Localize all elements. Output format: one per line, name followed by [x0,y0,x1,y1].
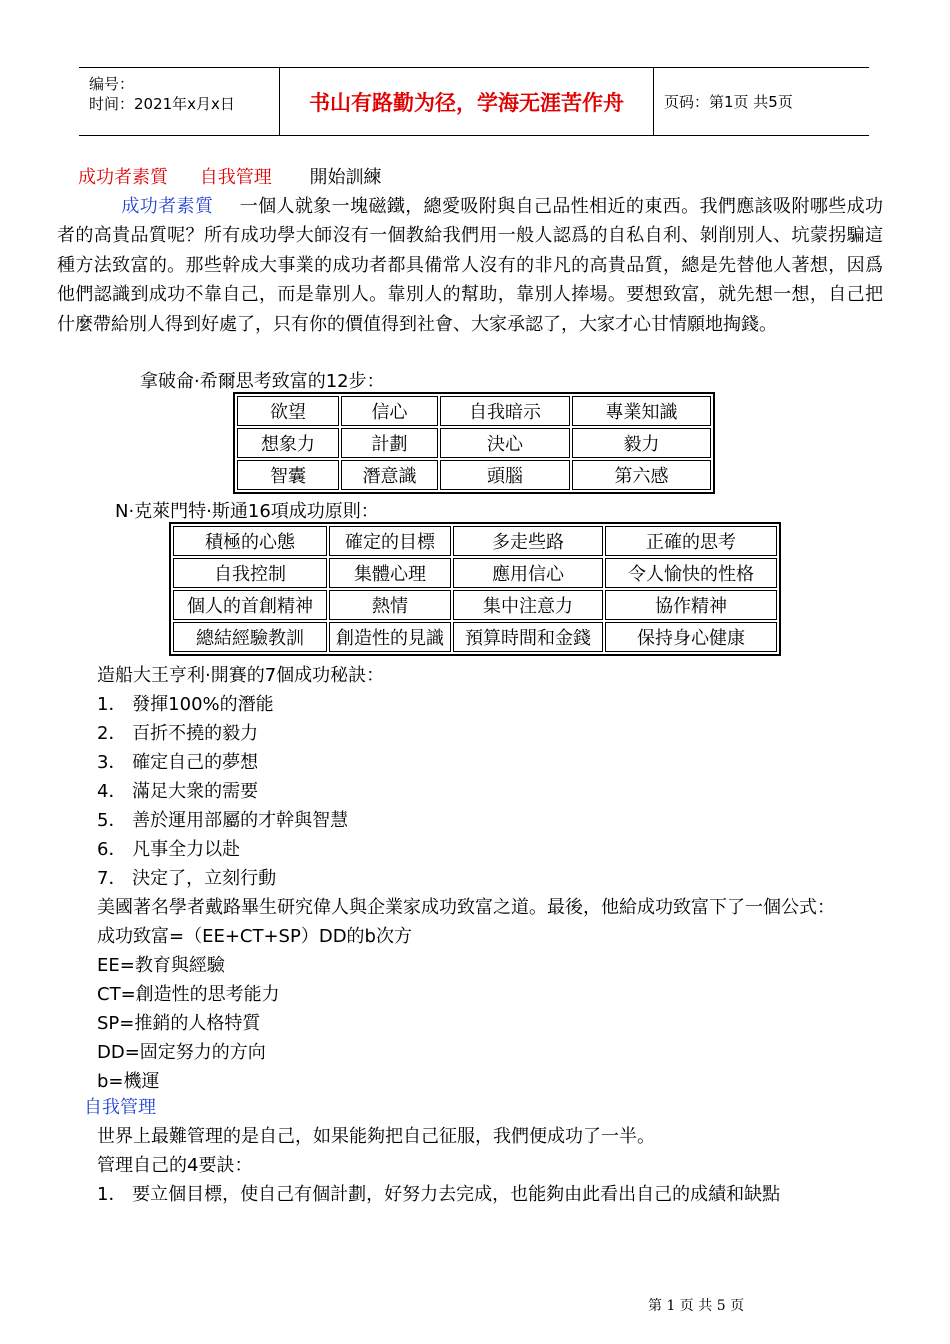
formula-def: DD=固定努力的方向 [97,1042,266,1063]
formula-intro: 美國著名學者戴路畢生研究偉人與企業家成功致富之道。最後，他給成功致富下了一個公式： [97,897,835,918]
list-item: 3． 確定自己的夢想 [97,752,259,773]
list-item: 2． 百折不撓的毅力 [97,723,259,744]
table-row [173,526,777,556]
title-part-1: 成功者素質 [78,167,168,188]
table-cell: 總結經驗教訓 [173,622,327,652]
table-cell: 創造性的見識 [329,622,451,652]
list-item: 4． 滿足大衆的需要 [97,781,259,802]
motto: 书山有路勤为径，学海无涯苦作舟 [280,68,654,135]
table-cell: 智囊 [237,460,339,490]
list-item: 6． 凡事全力以赴 [97,839,241,860]
date-label: 时间：2021年x月x日 [89,95,235,113]
table-cell: 欲望 [237,396,339,426]
self-line-2: 管理自己的4要訣： [97,1155,253,1176]
formula-def: CT=創造性的思考能力 [97,984,280,1005]
page-footer: 第 1 页 共 5 页 [648,1298,745,1314]
table-cell: 信心 [341,396,438,426]
hill-caption: 拿破侖·希爾思考致富的12步： [140,371,385,392]
intro-text: 一個人就象一塊磁鐵，總愛吸附與自己品性相近的東西。我們應該吸附哪些成功者的高貴品質呢？所有成功學大師沒有一個教給我們用一般人認爲的自私自利、剝削別人、坑蒙拐騙這種方法致富的。那些幹成大事業的成功者都具備常人沒有的非凡的高貴品質，總是先替他人著想，因爲他們認識到成功不靠自己，而是靠別人。靠別人的幫助，靠別人捧場。要想致富，就先想一想，自己把什麼帶給別人得到好處了，只有你的價值得到社會、大家承認了，大家才心甘情願地掏錢。 [57,196,883,335]
formula-equation: 成功致富=（EE+CT+SP）DD的b次方 [97,926,412,947]
table-cell: 毅力 [572,428,711,458]
table-cell: 正確的思考 [605,526,777,556]
formula-def: SP=推銷的人格特質 [97,1013,261,1034]
hill-table [233,392,715,494]
table-cell: 熱情 [329,590,451,620]
table-cell: 令人愉快的性格 [605,558,777,588]
table-row [173,622,777,652]
table-cell: 預算時間和金錢 [453,622,603,652]
table-cell: 自我暗示 [440,396,570,426]
table-cell: 集中注意力 [453,590,603,620]
table-cell: 頭腦 [440,460,570,490]
self-section [97,1122,780,1209]
table-cell: 保持身心健康 [605,622,777,652]
table-row [173,558,777,588]
number-label: 编号： [89,75,135,93]
table-row [237,396,711,426]
table-cell: 決心 [440,428,570,458]
stone-caption: N·克萊門特·斯通16項成功原則： [115,501,379,522]
table-cell: 協作精神 [605,590,777,620]
table-row [237,428,711,458]
table-cell: 潛意識 [341,460,438,490]
list-item: 1． 要立個目標，使自己有個計劃，好努力去完成，也能夠由此看出自己的成績和缺點 [97,1184,781,1205]
table-cell: 集體心理 [329,558,451,588]
intro-paragraph [57,192,883,339]
self-line-1: 世界上最難管理的是自己，如果能夠把自己征服，我們便成功了一半。 [97,1126,655,1147]
table-cell: 多走些路 [453,526,603,556]
table-cell: 第六感 [572,460,711,490]
table-cell: 應用信心 [453,558,603,588]
formula-def: b=機運 [97,1071,160,1092]
table-cell: 計劃 [341,428,438,458]
page-label: 页码：第1页 共5页 [664,93,793,111]
title-part-3: 開始訓練 [309,167,382,188]
table-row [173,590,777,620]
intro-heading: 成功者素質 [121,196,214,217]
kaiser-caption: 造船大王亨利·開賽的7個成功秘訣： [97,665,385,686]
table-cell: 想象力 [237,428,339,458]
formula-def: EE=教育與經驗 [97,955,225,976]
body-text [97,661,835,1096]
list-item: 5． 善於運用部屬的才幹與智慧 [97,810,349,831]
header-table [79,67,869,136]
title-line [78,163,381,189]
list-item: 1． 發揮100%的潛能 [97,694,274,715]
stone-table [169,522,781,656]
table-row [237,460,711,490]
table-cell: 專業知識 [572,396,711,426]
title-part-2: 自我管理 [199,167,272,188]
table-cell: 積極的心態 [173,526,327,556]
table-cell: 確定的目標 [329,526,451,556]
self-heading: 自我管理 [84,1097,156,1118]
header-info-cell [79,68,280,135]
list-item: 7． 決定了，立刻行動 [97,868,277,889]
table-cell: 自我控制 [173,558,327,588]
table-cell: 個人的首創精神 [173,590,327,620]
